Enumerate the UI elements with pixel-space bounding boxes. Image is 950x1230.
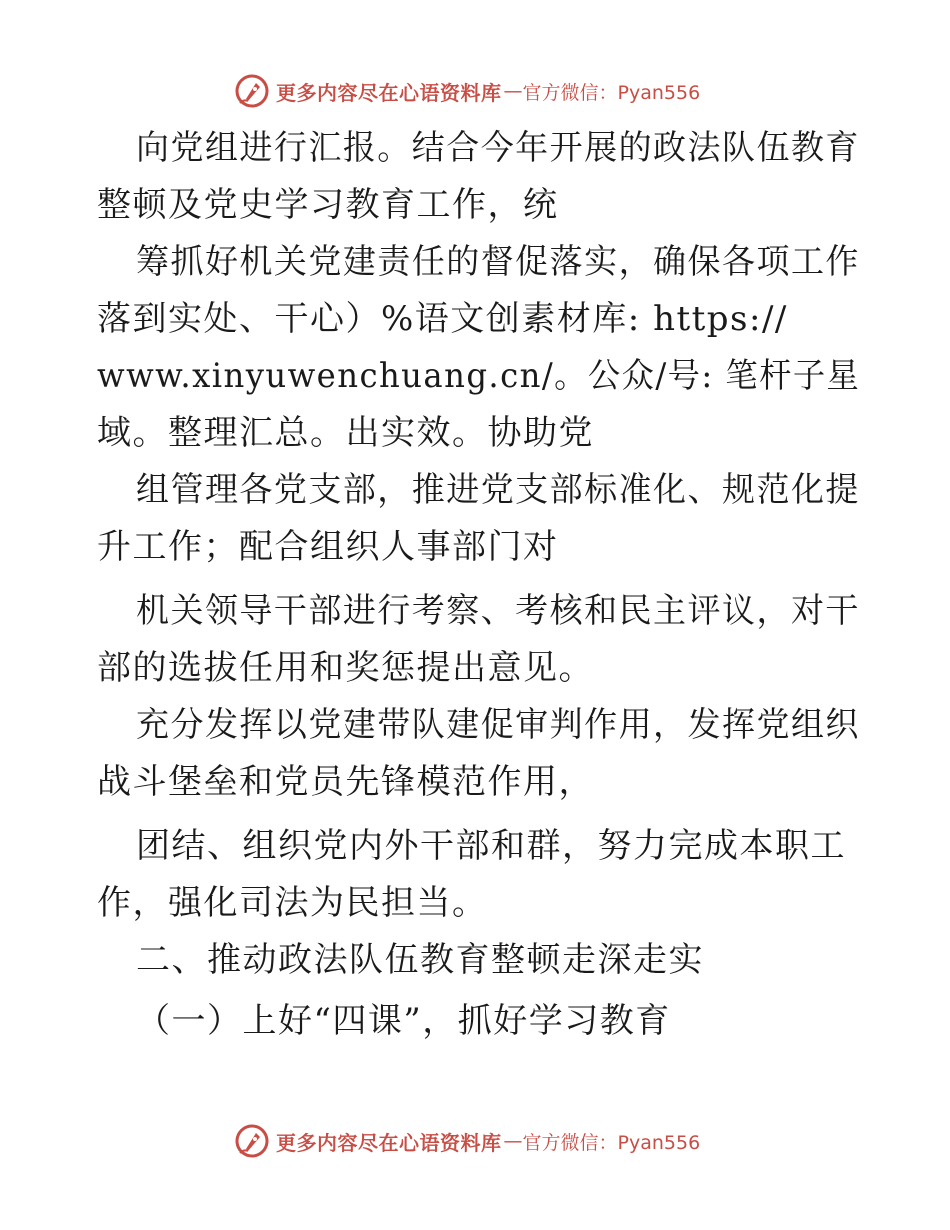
footer-banner-wechat: 官方微信：Pyan556 bbox=[522, 1131, 701, 1154]
doc-line: 组管理各党支部，推进党支部标准化、规范化提 bbox=[136, 470, 860, 510]
section-heading: 二、推动政法队伍教育整顿走深走实 bbox=[136, 940, 704, 980]
header-banner-wechat: 官方微信：Pyan556 bbox=[522, 81, 701, 104]
doc-line: 充分发挥以党建带队建促审判作用，发挥党组织 bbox=[136, 705, 860, 745]
doc-line: 作，强化司法为民担当。 bbox=[97, 883, 488, 923]
doc-line: www.xinyuwenchuang.cn/。公众/号: 笔杆子星 bbox=[97, 356, 861, 396]
pen-nib-logo-icon bbox=[234, 73, 270, 109]
doc-line: 域。整理汇总。出实效。协助党 bbox=[97, 413, 594, 453]
header-banner bbox=[234, 71, 700, 111]
doc-line: 整顿及党史学习教育工作，统 bbox=[97, 185, 559, 225]
doc-line: 筹抓好机关党建责任的督促落实，确保各项工作 bbox=[136, 242, 860, 282]
footer-banner-separator: — bbox=[503, 1130, 523, 1152]
doc-line: 落到实处、干心）%语文创素材库: https:// bbox=[97, 299, 788, 339]
doc-line: 部的选拔任用和奖惩提出意见。 bbox=[97, 648, 594, 688]
doc-line: 向党组进行汇报。结合今年开展的政法队伍教育 bbox=[136, 128, 860, 168]
doc-line: 机关领导干部进行考察、考核和民主评议，对干 bbox=[136, 591, 860, 631]
footer-banner bbox=[234, 1121, 700, 1161]
doc-line: 战斗堡垒和党员先锋模范作用， bbox=[97, 762, 594, 802]
footer-banner-text: 更多内容尽在心语资料库 bbox=[276, 1130, 502, 1155]
doc-line: 升工作；配合组织人事部门对 bbox=[97, 527, 559, 567]
doc-line: 团结、组织党内外干部和群，努力完成本职工 bbox=[136, 826, 846, 866]
header-banner-separator: — bbox=[503, 80, 523, 102]
header-banner-text: 更多内容尽在心语资料库 bbox=[276, 80, 502, 105]
pen-nib-logo-icon bbox=[234, 1123, 270, 1159]
subsection-heading: （一）上好“四课”，抓好学习教育 bbox=[136, 1001, 671, 1041]
